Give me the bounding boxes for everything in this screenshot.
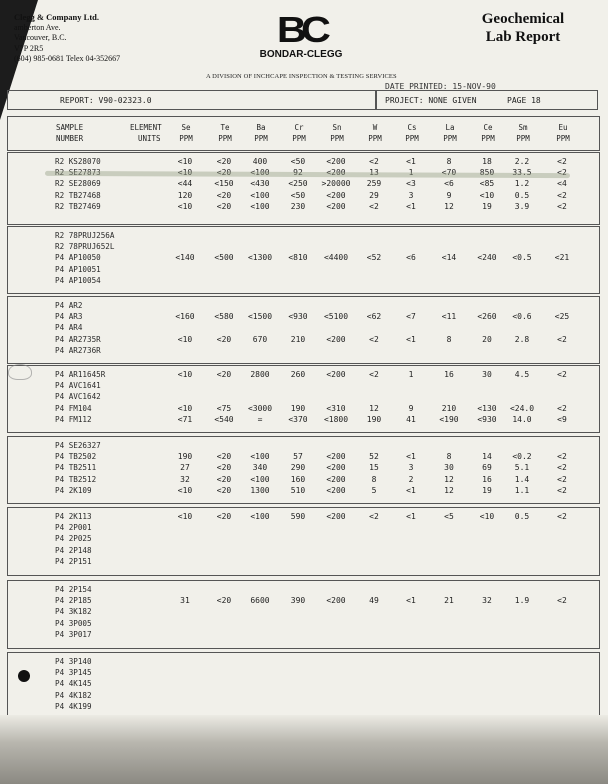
table-cell: <10 bbox=[177, 157, 193, 166]
table-cell: <5100 bbox=[323, 312, 349, 322]
table-cell: <2 bbox=[557, 157, 567, 166]
table-cell: 1.4 bbox=[514, 474, 530, 484]
table-cell: <6 bbox=[406, 253, 416, 263]
table-cell: <20 bbox=[216, 596, 232, 606]
table-cell: 8 bbox=[446, 452, 452, 462]
table-cell: 340 bbox=[252, 463, 268, 473]
table-cell: <1500 bbox=[247, 312, 273, 322]
table-cell: 400 bbox=[252, 157, 268, 166]
table-cell: <200 bbox=[326, 452, 346, 462]
project-box bbox=[376, 90, 598, 110]
sample-number: P4 AP10050 bbox=[55, 253, 101, 263]
sample-number: P4 2P001 bbox=[55, 523, 92, 533]
sample-number: R2 TB27468 bbox=[55, 190, 101, 200]
table-cell: 19 bbox=[482, 485, 492, 495]
table-cell: <20 bbox=[216, 168, 232, 178]
table-cell: 190 bbox=[290, 403, 306, 413]
table-cell: 31 bbox=[180, 596, 190, 606]
sample-number: P4 AR11645R bbox=[55, 370, 106, 379]
table-cell: <71 bbox=[177, 414, 193, 424]
sample-number: P4 2P154 bbox=[55, 585, 92, 594]
table-cell: 290 bbox=[290, 463, 306, 473]
table-cell: <21 bbox=[554, 253, 570, 263]
sample-number: P4 TB2511 bbox=[55, 463, 97, 473]
report-title-line-2: Lab Report bbox=[485, 29, 561, 45]
report-number: REPORT: V90-02323.0 bbox=[60, 96, 152, 105]
table-cell: <1800 bbox=[323, 414, 349, 424]
table-cell: 5.1 bbox=[514, 463, 530, 473]
table-cell: <810 bbox=[288, 253, 308, 263]
table-cell: 9 bbox=[408, 403, 414, 413]
table-cell: 8 bbox=[446, 157, 452, 166]
table-cell: <20 bbox=[216, 452, 232, 462]
table-cell: 0.5 bbox=[514, 190, 530, 200]
table-cell: 259 bbox=[366, 179, 382, 189]
table-cell: <1 bbox=[406, 452, 416, 462]
report-title bbox=[468, 10, 578, 46]
table-cell: <0.2 bbox=[512, 452, 532, 462]
table-cell: 41 bbox=[406, 414, 416, 424]
report-title-line-1: Geochemical bbox=[481, 11, 565, 27]
sample-number: P4 2K109 bbox=[55, 485, 92, 495]
sample-number: P4 2P148 bbox=[55, 545, 92, 555]
sample-number: P4 2K113 bbox=[55, 512, 92, 521]
table-cell: <3000 bbox=[247, 403, 273, 413]
column-header-element: Cr bbox=[294, 123, 304, 132]
table-cell: 190 bbox=[366, 414, 382, 424]
table-cell: <2 bbox=[557, 596, 567, 606]
table-cell: <370 bbox=[288, 414, 308, 424]
table-cell: 210 bbox=[441, 403, 457, 413]
table-cell: <150 bbox=[214, 179, 234, 189]
sample-number: P4 TB2512 bbox=[55, 474, 97, 484]
table-cell: <930 bbox=[288, 312, 308, 322]
table-cell: <0.6 bbox=[512, 312, 532, 322]
table-cell: <1 bbox=[406, 334, 416, 344]
table-cell: 32 bbox=[482, 596, 492, 606]
table-cell: <540 bbox=[214, 414, 234, 424]
table-cell: 69 bbox=[482, 463, 492, 473]
sample-number: R2 SE27873 bbox=[55, 168, 101, 178]
table-cell: 1 bbox=[408, 168, 414, 178]
column-header-unit: PPM bbox=[292, 134, 306, 143]
table-cell: <190 bbox=[439, 414, 459, 424]
table-cell: 1300 bbox=[250, 485, 270, 495]
column-header-element: Sm bbox=[518, 123, 528, 132]
table-cell: <200 bbox=[326, 596, 346, 606]
table-cell: 57 bbox=[293, 452, 303, 462]
table-cell: <14 bbox=[441, 253, 457, 263]
sample-number: R2 KS28070 bbox=[55, 157, 101, 166]
sample-number: P4 TB2502 bbox=[55, 452, 97, 462]
table-cell: <1 bbox=[406, 512, 416, 521]
sample-number: R2 78PRUJ652L bbox=[55, 242, 115, 252]
sample-number: P4 2P151 bbox=[55, 556, 92, 566]
table-cell: <20 bbox=[216, 334, 232, 344]
phone-telex: (604) 985-0681 Telex 04-352667 bbox=[14, 54, 121, 63]
table-cell: 8 bbox=[371, 474, 377, 484]
sample-number: P4 3P017 bbox=[55, 629, 92, 639]
column-header-unit: PPM bbox=[481, 134, 495, 143]
division-line: A DIVISION OF INCHCAPE INSPECTION & TESTING SERVICES bbox=[206, 73, 397, 80]
table-cell: <20 bbox=[216, 474, 232, 484]
report-info-bar bbox=[7, 90, 597, 110]
sample-number: R2 78PRUJ256A bbox=[55, 231, 115, 240]
table-cell: <240 bbox=[477, 253, 497, 263]
table-cell: <10 bbox=[177, 485, 193, 495]
sample-number: P4 FM112 bbox=[55, 414, 92, 424]
table-cell: 92 bbox=[293, 168, 303, 178]
table-cell: <75 bbox=[216, 403, 232, 413]
table-cell: <20 bbox=[216, 201, 232, 211]
sample-number: P4 AVC1642 bbox=[55, 392, 101, 402]
table-cell: <10 bbox=[177, 168, 193, 178]
table-cell: <2 bbox=[369, 157, 379, 166]
page-shadow bbox=[0, 715, 608, 784]
table-cell: 670 bbox=[252, 334, 268, 344]
table-cell: <1 bbox=[406, 485, 416, 495]
column-header-element: La bbox=[445, 123, 455, 132]
table-cell: 14 bbox=[482, 452, 492, 462]
table-cell: <140 bbox=[175, 253, 195, 263]
table-cell: <100 bbox=[250, 512, 270, 521]
column-header-unit: PPM bbox=[405, 134, 419, 143]
table-cell: <10 bbox=[479, 512, 495, 521]
table-cell: 9 bbox=[446, 190, 452, 200]
column-header-element: Cs bbox=[407, 123, 417, 132]
table-cell: 21 bbox=[444, 596, 454, 606]
table-cell: <10 bbox=[177, 334, 193, 344]
table-cell: <930 bbox=[477, 414, 497, 424]
table-cell: <4 bbox=[557, 179, 567, 189]
table-cell: <2 bbox=[369, 201, 379, 211]
table-cell: <4400 bbox=[323, 253, 349, 263]
table-cell: 0.5 bbox=[514, 512, 530, 521]
table-cell: <310 bbox=[326, 403, 346, 413]
sample-number: P4 SE26327 bbox=[55, 441, 101, 450]
table-cell: <200 bbox=[326, 485, 346, 495]
column-header-unit: PPM bbox=[443, 134, 457, 143]
table-cell: <0.5 bbox=[512, 253, 532, 263]
table-cell: <200 bbox=[326, 334, 346, 344]
table-cell: <2 bbox=[369, 334, 379, 344]
column-header-unit: PPM bbox=[254, 134, 268, 143]
table-cell: 19 bbox=[482, 201, 492, 211]
table-cell: <24.0 bbox=[509, 403, 535, 413]
table-cell: 27 bbox=[180, 463, 190, 473]
punch-hole bbox=[18, 670, 30, 682]
table-cell: 20 bbox=[482, 334, 492, 344]
sample-number: P4 AVC1641 bbox=[55, 381, 101, 391]
table-cell: <3 bbox=[406, 179, 416, 189]
sample-number: P4 4K145 bbox=[55, 679, 92, 689]
table-cell: <85 bbox=[479, 179, 495, 189]
sample-number: R2 SE28069 bbox=[55, 179, 101, 189]
table-cell: 1.2 bbox=[514, 179, 530, 189]
table-cell: <50 bbox=[290, 157, 306, 166]
column-header-unit: PPM bbox=[218, 134, 232, 143]
address-line-1: amberton Ave. bbox=[14, 22, 61, 32]
table-cell: <2 bbox=[557, 452, 567, 462]
table-cell: <10 bbox=[177, 512, 193, 521]
table-cell: 12 bbox=[444, 485, 454, 495]
table-cell: 510 bbox=[290, 485, 306, 495]
company-logo bbox=[256, 9, 346, 60]
table-cell: 14.0 bbox=[512, 414, 532, 424]
table-cell: <9 bbox=[557, 414, 567, 424]
sample-number: P4 3K182 bbox=[55, 607, 92, 617]
sample-number: P4 AR2 bbox=[55, 301, 83, 310]
table-cell: <100 bbox=[250, 452, 270, 462]
column-header-element: Te bbox=[220, 123, 230, 132]
table-cell: 230 bbox=[290, 201, 306, 211]
table-cell: 49 bbox=[369, 596, 379, 606]
table-cell: 33.5 bbox=[512, 168, 532, 178]
table-cell: <160 bbox=[175, 312, 195, 322]
table-cell: <2 bbox=[557, 403, 567, 413]
table-cell: 52 bbox=[369, 452, 379, 462]
table-cell: <2 bbox=[557, 201, 567, 211]
table-cell: 13 bbox=[369, 168, 379, 178]
table-cell: <1 bbox=[406, 596, 416, 606]
sample-number: P4 2P025 bbox=[55, 534, 92, 544]
table-cell: 390 bbox=[290, 596, 306, 606]
table-cell: <11 bbox=[441, 312, 457, 322]
table-cell: 12 bbox=[369, 403, 379, 413]
table-cell: <200 bbox=[326, 157, 346, 166]
table-cell: <2 bbox=[557, 334, 567, 344]
table-cell: <10 bbox=[177, 201, 193, 211]
table-cell: 1.1 bbox=[514, 485, 530, 495]
column-header-unit: PPM bbox=[516, 134, 530, 143]
table-cell: 1 bbox=[408, 370, 414, 379]
column-header-element: Se bbox=[181, 123, 191, 132]
sample-number: P4 FM104 bbox=[55, 403, 92, 413]
table-cell: <200 bbox=[326, 201, 346, 211]
sample-number: P4 3P005 bbox=[55, 618, 92, 628]
sample-number: P4 2P185 bbox=[55, 596, 92, 606]
table-cell: <260 bbox=[477, 312, 497, 322]
sample-number: P4 AP10051 bbox=[55, 264, 101, 274]
sample-number: P4 4K199 bbox=[55, 701, 92, 711]
page-number: PAGE 18 bbox=[507, 96, 541, 105]
project-name: PROJECT: NONE GIVEN bbox=[385, 96, 477, 105]
table-header bbox=[7, 116, 600, 151]
table-cell: 30 bbox=[444, 463, 454, 473]
table-cell: <62 bbox=[366, 312, 382, 322]
table-cell: <200 bbox=[326, 474, 346, 484]
table-cell: <200 bbox=[326, 168, 346, 178]
table-cell: 1.9 bbox=[514, 596, 530, 606]
table-cell: <6 bbox=[444, 179, 454, 189]
table-cell: <7 bbox=[406, 312, 416, 322]
table-cell: <2 bbox=[557, 485, 567, 495]
table-cell: 4.5 bbox=[514, 370, 530, 379]
table-cell: 3 bbox=[408, 463, 414, 473]
table-cell: 16 bbox=[482, 474, 492, 484]
sample-number: R2 TB27469 bbox=[55, 201, 101, 211]
table-cell: 12 bbox=[444, 474, 454, 484]
paper-stain bbox=[8, 364, 32, 380]
table-cell: 260 bbox=[290, 370, 306, 379]
table-cell: 120 bbox=[177, 190, 193, 200]
column-header-unit: PPM bbox=[368, 134, 382, 143]
table-cell: <44 bbox=[177, 179, 193, 189]
table-cell: <1 bbox=[406, 201, 416, 211]
table-cell: 3 bbox=[408, 190, 414, 200]
table-cell: <10 bbox=[177, 370, 193, 379]
table-cell: 210 bbox=[290, 334, 306, 344]
table-cell: <250 bbox=[288, 179, 308, 189]
table-cell: <1 bbox=[406, 157, 416, 166]
table-cell: <200 bbox=[326, 512, 346, 521]
sample-number: P4 AP10054 bbox=[55, 275, 101, 285]
table-cell: <2 bbox=[369, 370, 379, 379]
sample-number: P4 4K182 bbox=[55, 690, 92, 700]
table-cell: <2 bbox=[557, 512, 567, 521]
column-header-element: Sn bbox=[332, 123, 342, 132]
table-cell: <100 bbox=[250, 190, 270, 200]
sample-number: P4 3P140 bbox=[55, 657, 92, 666]
column-header-unit: PPM bbox=[179, 134, 193, 143]
company-name: Clegg & Company Ltd. bbox=[14, 12, 100, 22]
date-printed: DATE PRINTED: 15-NOV-90 bbox=[385, 82, 496, 91]
sample-number: P4 AR2736R bbox=[55, 345, 101, 355]
table-cell: 2.2 bbox=[514, 157, 530, 166]
table-cell: 29 bbox=[369, 190, 379, 200]
table-cell: <1300 bbox=[247, 253, 273, 263]
table-cell: <580 bbox=[214, 312, 234, 322]
sample-header-1: SAMPLE bbox=[56, 123, 84, 132]
logo-mark: BC bbox=[276, 9, 326, 50]
table-cell: 850 bbox=[479, 168, 495, 178]
table-cell: <20 bbox=[216, 190, 232, 200]
table-cell: 16 bbox=[444, 370, 454, 379]
table-cell: <500 bbox=[214, 253, 234, 263]
address-line-2: Vancouver, B.C. bbox=[14, 33, 67, 42]
table-cell: 3.9 bbox=[514, 201, 530, 211]
table-cell: 12 bbox=[444, 201, 454, 211]
table-cell: <2 bbox=[557, 474, 567, 484]
table-cell: <50 bbox=[290, 190, 306, 200]
sample-group bbox=[7, 652, 600, 720]
table-cell: 190 bbox=[177, 452, 193, 462]
address-line-3: V7P 2R5 bbox=[14, 43, 44, 53]
element-header-2: UNITS bbox=[138, 134, 161, 143]
table-cell: <70 bbox=[441, 168, 457, 178]
table-cell: <2 bbox=[557, 370, 567, 379]
table-cell: = bbox=[257, 414, 263, 424]
table-cell: <52 bbox=[366, 253, 382, 263]
table-cell: <5 bbox=[444, 512, 454, 521]
table-cell: <20 bbox=[216, 485, 232, 495]
table-cell: 32 bbox=[180, 474, 190, 484]
element-header-1: ELEMENT bbox=[130, 123, 162, 132]
sample-number: P4 3P145 bbox=[55, 668, 92, 678]
report-number-box bbox=[7, 90, 376, 110]
sample-header-2: NUMBER bbox=[56, 134, 84, 143]
table-cell: <100 bbox=[250, 201, 270, 211]
table-cell: <20 bbox=[216, 463, 232, 473]
column-header-element: Ba bbox=[256, 123, 266, 132]
sample-group bbox=[7, 580, 600, 649]
table-cell: <20 bbox=[216, 370, 232, 379]
table-cell: >20000 bbox=[321, 179, 351, 189]
sample-number: P4 AR3 bbox=[55, 312, 83, 322]
table-cell: 2800 bbox=[250, 370, 270, 379]
table-cell: 18 bbox=[482, 157, 492, 166]
table-cell: <25 bbox=[554, 312, 570, 322]
table-cell: <2 bbox=[369, 512, 379, 521]
table-cell: <10 bbox=[177, 403, 193, 413]
table-cell: 15 bbox=[369, 463, 379, 473]
logo-name: BONDAR-CLEGG bbox=[259, 49, 343, 60]
table-cell: <10 bbox=[479, 190, 495, 200]
sample-number: P4 AR2735R bbox=[55, 334, 101, 344]
table-cell: <2 bbox=[557, 463, 567, 473]
column-header-element: W bbox=[372, 123, 378, 132]
table-cell: <20 bbox=[216, 157, 232, 166]
sample-number: P4 AR4 bbox=[55, 323, 83, 333]
table-cell: <2 bbox=[557, 190, 567, 200]
table-cell: 6600 bbox=[250, 596, 270, 606]
table-cell: 160 bbox=[290, 474, 306, 484]
column-header-element: Eu bbox=[558, 123, 568, 132]
table-cell: <20 bbox=[216, 512, 232, 521]
table-cell: <100 bbox=[250, 168, 270, 178]
table-cell: 2 bbox=[408, 474, 414, 484]
table-cell: <200 bbox=[326, 370, 346, 379]
table-cell: <200 bbox=[326, 190, 346, 200]
table-cell: 8 bbox=[446, 334, 452, 344]
column-header-unit: PPM bbox=[330, 134, 344, 143]
table-cell: <2 bbox=[557, 168, 567, 178]
table-cell: <200 bbox=[326, 463, 346, 473]
table-cell: 590 bbox=[290, 512, 306, 521]
table-cell: <100 bbox=[250, 474, 270, 484]
column-header-unit: PPM bbox=[556, 134, 570, 143]
company-address bbox=[14, 12, 120, 65]
table-cell: 2.8 bbox=[514, 334, 530, 344]
table-cell: <130 bbox=[477, 403, 497, 413]
column-header-element: Ce bbox=[483, 123, 493, 132]
table-cell: <430 bbox=[250, 179, 270, 189]
table-cell: 30 bbox=[482, 370, 492, 379]
table-cell: 5 bbox=[371, 485, 377, 495]
